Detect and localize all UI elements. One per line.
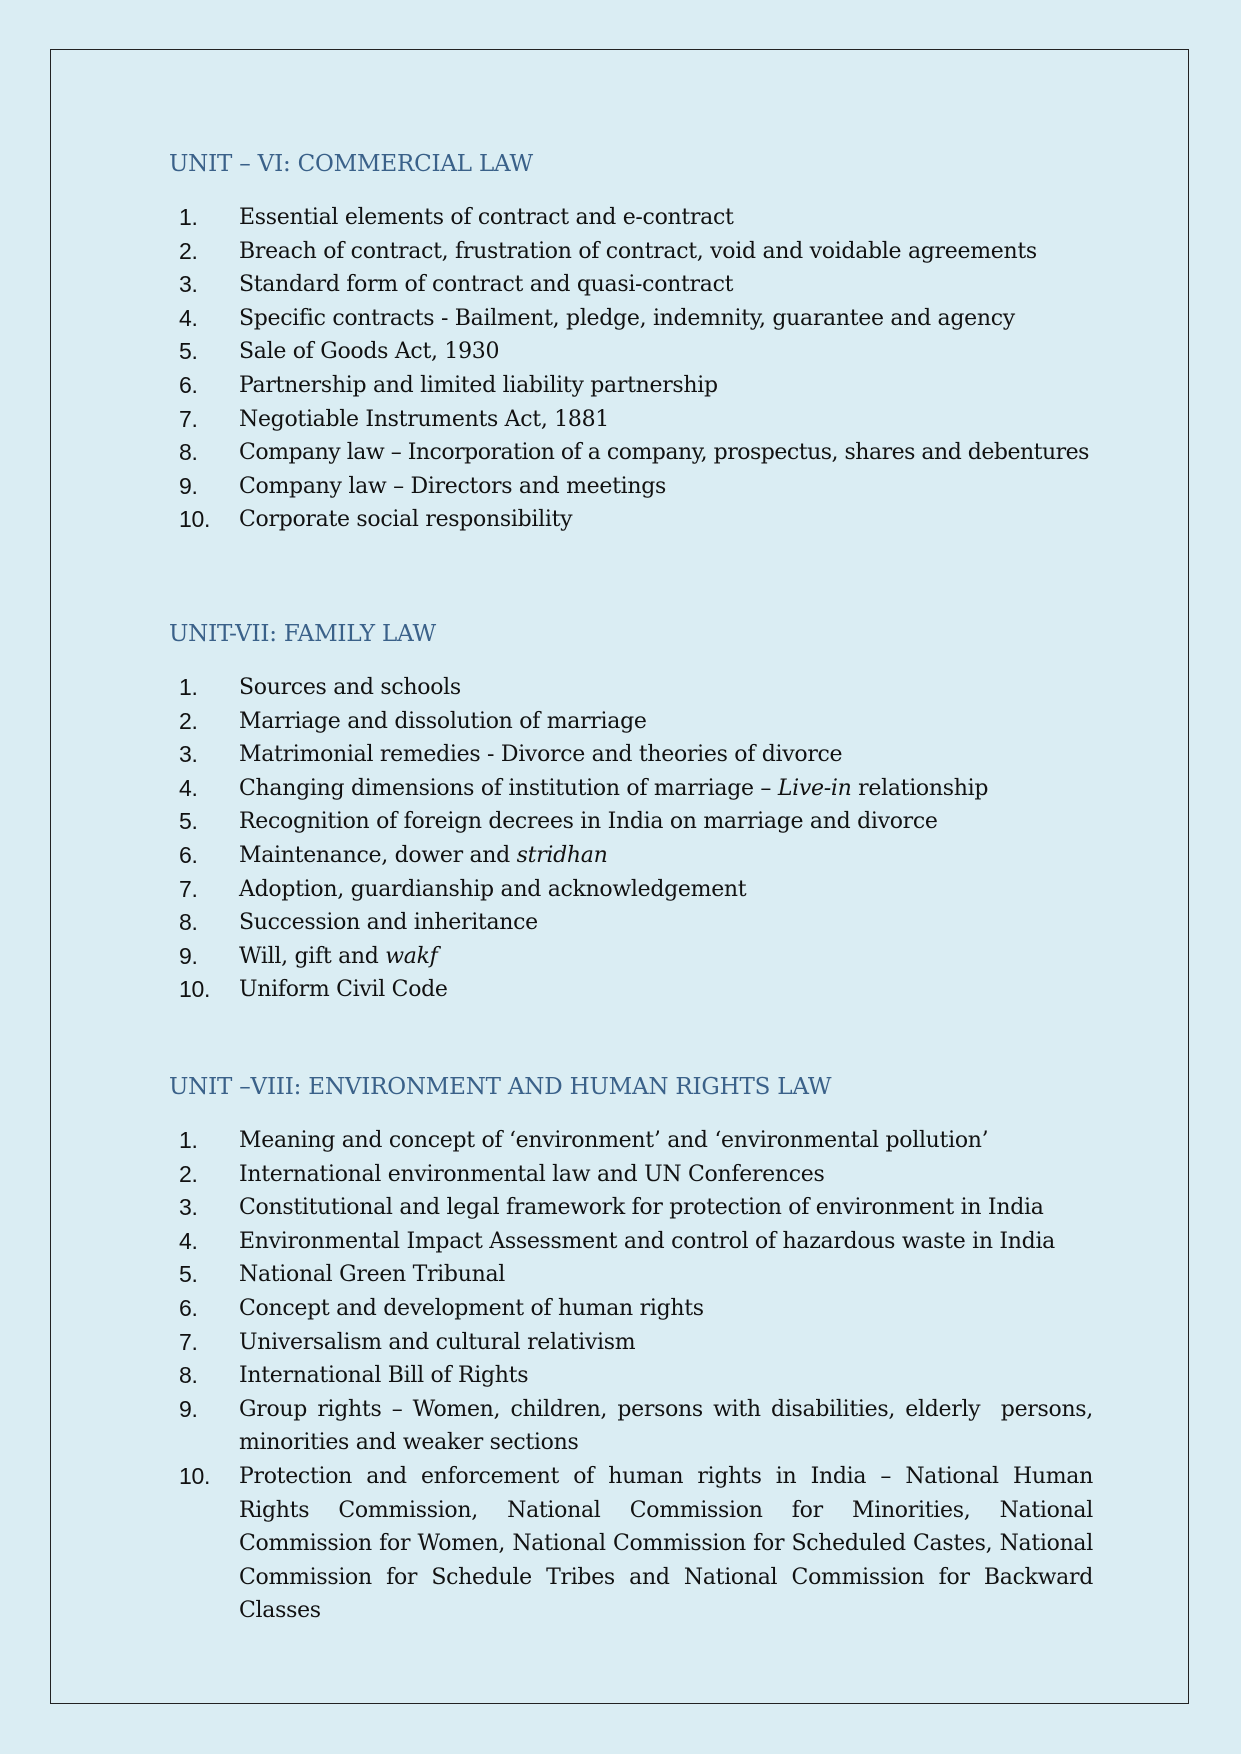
item-number: 6. — [179, 371, 198, 398]
item-number: 3. — [179, 1194, 198, 1221]
item-number: 9. — [179, 942, 198, 969]
list-item — [169, 1258, 1093, 1292]
list-item — [169, 772, 1093, 806]
list-item — [169, 403, 1093, 437]
item-text: Company law – Directors and meetings — [239, 473, 666, 499]
topic-list — [169, 671, 1093, 1007]
list-item — [169, 1393, 1100, 1460]
item-text: Company law – Incorporation of a company, prospectus, shares and debentures — [239, 440, 1089, 466]
item-text: Succession and inheritance — [239, 910, 538, 936]
list-item — [169, 738, 1093, 772]
list-item — [169, 705, 1093, 739]
topic-list — [169, 201, 1093, 537]
item-text: Universalism and cultural relativism — [239, 1329, 636, 1355]
item-number: 6. — [179, 1294, 198, 1321]
item-text: Constitutional and legal framework for protection of environment in India — [239, 1195, 1044, 1221]
item-number: 8. — [179, 909, 198, 936]
item-number: 6. — [179, 841, 198, 868]
list-item — [169, 805, 1093, 839]
item-text: Essential elements of contract and e-contract — [239, 205, 734, 230]
unit-title: UNIT –VIII: ENVIRONMENT AND HUMAN RIGHTS LAW — [169, 1074, 832, 1100]
item-number: 2. — [179, 237, 198, 264]
unit-title: UNIT – VI: COMMERCIAL LAW — [169, 151, 533, 177]
item-text-italic: wakf — [385, 943, 438, 969]
item-text: International Bill of Rights — [239, 1363, 529, 1389]
list-item — [169, 1124, 1093, 1158]
unit-title: UNIT-VII: FAMILY LAW — [169, 621, 437, 647]
item-number: 9. — [179, 1395, 198, 1422]
item-text: National Green Tribunal — [239, 1262, 505, 1288]
item-text: Matrimonial remedies - Divorce and theories of divorce — [239, 742, 843, 768]
item-text-part: Changing dimensions of institution of marriage – — [239, 775, 778, 801]
item-text: Protection and enforcement of human rights in India – National Human Rights Commission, National Commission for Minorities, National Commission for Women, National Commission for Scheduled Castes, National Commission for Schedule Tribes and National Commission for Backward Classes — [239, 1463, 1093, 1624]
item-text: Uniform Civil Code — [239, 977, 448, 1003]
item-text: Sale of Goods Act, 1930 — [239, 339, 500, 365]
list-item — [169, 906, 1093, 940]
item-text: Recognition of foreign decrees in India on marriage and divorce — [239, 809, 938, 835]
item-text — [239, 839, 1093, 873]
list-item — [169, 1460, 1093, 1628]
item-text: Marriage and dissolution of marriage — [239, 708, 647, 734]
item-number: 1. — [179, 1127, 198, 1153]
item-number: 2. — [179, 707, 198, 734]
item-number: 4. — [179, 304, 198, 331]
item-number: 9. — [179, 472, 198, 499]
item-text: Specific contracts - Bailment, pledge, indemnity, guarantee and agency — [239, 305, 1015, 331]
unit-family-law — [169, 620, 1093, 1007]
item-text-part: relationship — [851, 775, 989, 801]
item-text: Corporate social responsibility — [239, 507, 573, 533]
item-number: 7. — [179, 1328, 198, 1355]
item-number: 5. — [179, 1261, 198, 1288]
list-item — [169, 940, 1093, 974]
item-number: 3. — [179, 741, 198, 768]
item-text: Meaning and concept of ‘environment’ and ‘environmental pollution’ — [239, 1128, 989, 1153]
item-text: Breach of contract, frustration of contract, void and voidable agreements — [239, 238, 1037, 264]
unit-environment-human-rights-law — [169, 1073, 1100, 1628]
list-item — [169, 1326, 1093, 1360]
item-text: Partnership and limited liability partnership — [239, 372, 718, 398]
item-number: 5. — [179, 338, 198, 365]
item-number: 10. — [179, 1462, 211, 1489]
item-text: Environmental Impact Assessment and control of hazardous waste in India — [239, 1228, 1056, 1254]
item-text — [239, 772, 1093, 806]
list-item — [169, 839, 1093, 873]
list-item — [169, 873, 1093, 907]
list-item — [169, 1225, 1093, 1259]
list-item — [169, 436, 1093, 470]
list-item — [169, 671, 1093, 705]
item-number: 10. — [179, 506, 211, 533]
item-number: 4. — [179, 774, 198, 801]
list-item — [169, 1292, 1093, 1326]
item-number: 7. — [179, 875, 198, 902]
list-item — [169, 1158, 1093, 1192]
item-number: 8. — [179, 1362, 198, 1389]
unit-commercial-law — [169, 150, 1093, 537]
item-text: Standard form of contract and quasi-contract — [239, 272, 734, 298]
item-text: Adoption, guardianship and acknowledgement — [239, 876, 747, 902]
item-number: 7. — [179, 405, 198, 432]
list-item — [169, 302, 1093, 336]
item-number: 2. — [179, 1160, 198, 1187]
item-number: 1. — [179, 674, 198, 700]
item-text: Sources and schools — [239, 675, 461, 700]
item-text — [239, 940, 1093, 974]
item-number: 1. — [179, 204, 198, 230]
item-text: International environmental law and UN Conferences — [239, 1161, 825, 1187]
topic-list — [169, 1124, 1100, 1628]
item-number: 8. — [179, 439, 198, 466]
item-text-italic: stridhan — [516, 842, 608, 868]
item-text-part: Maintenance, dower and — [239, 842, 517, 868]
list-item — [169, 470, 1093, 504]
item-text-part: Will, gift and — [239, 943, 386, 969]
list-item — [169, 503, 1093, 537]
item-number: 4. — [179, 1227, 198, 1254]
item-text-italic: Live-in — [777, 775, 852, 801]
item-text: Concept and development of human rights — [239, 1295, 704, 1321]
list-item — [169, 235, 1093, 269]
list-item — [169, 1359, 1093, 1393]
item-text: Group rights – Women, children, persons with disabilities, elderly persons, minorities and weaker sections — [239, 1396, 1100, 1456]
list-item — [169, 268, 1093, 302]
item-text: Negotiable Instruments Act, 1881 — [239, 406, 609, 432]
list-item — [169, 973, 1093, 1007]
list-item — [169, 369, 1093, 403]
list-item — [169, 201, 1093, 235]
item-number: 10. — [179, 976, 211, 1003]
item-number: 5. — [179, 808, 198, 835]
item-number: 3. — [179, 271, 198, 298]
list-item — [169, 1191, 1093, 1225]
list-item — [169, 335, 1093, 369]
